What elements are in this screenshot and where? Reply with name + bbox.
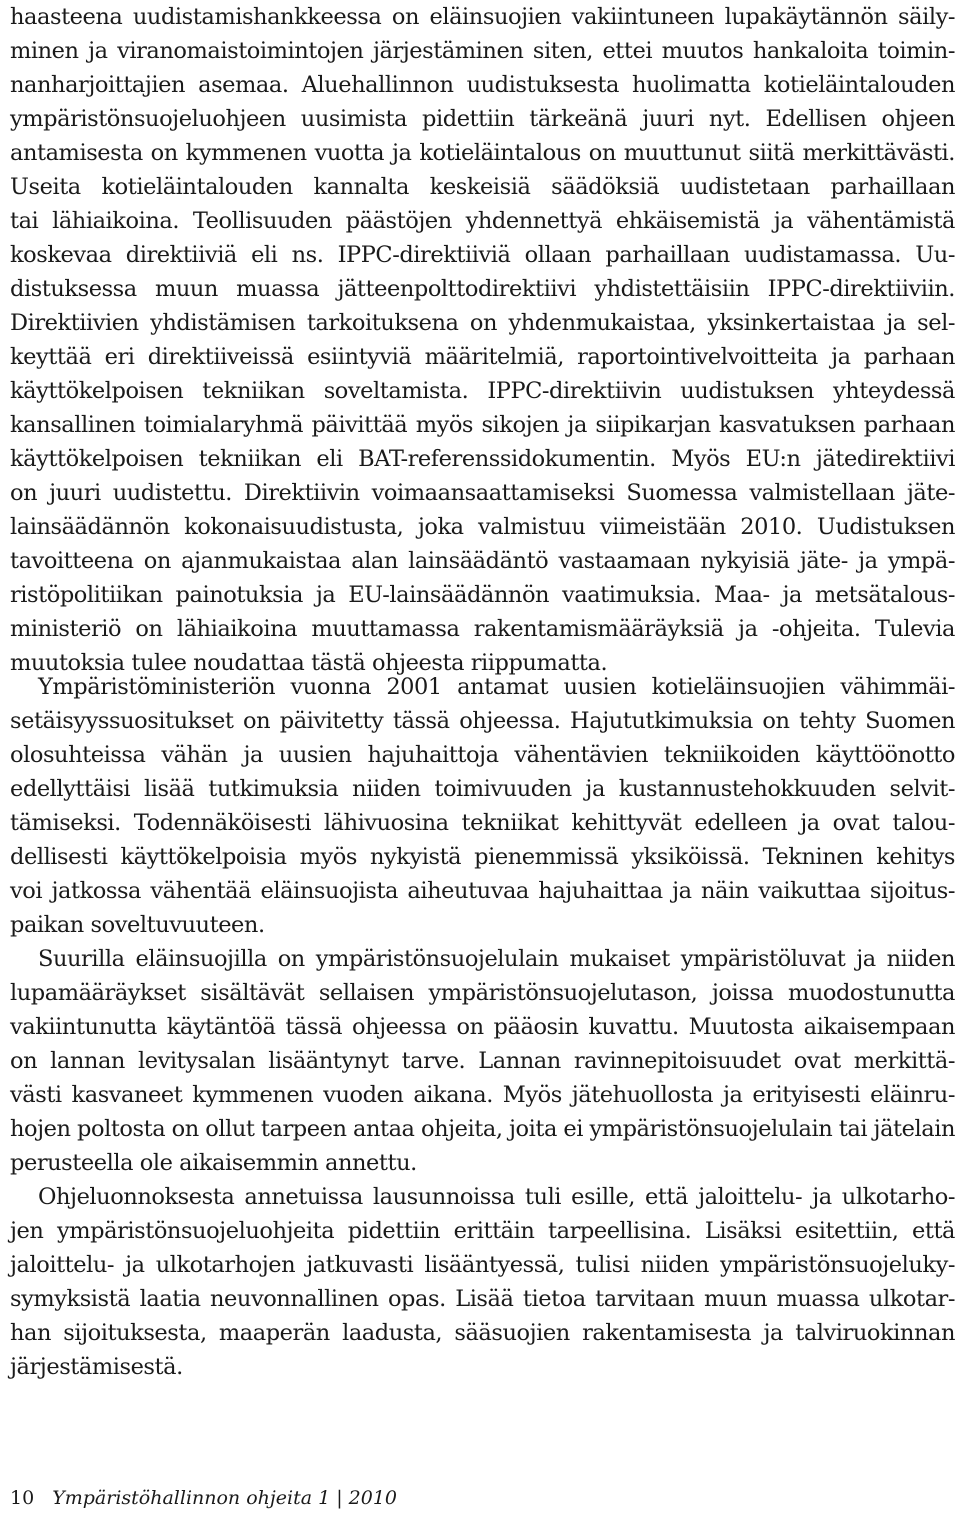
text-line: symyksistä laatia neuvonnallinen opas. Lisää tietoa tarvitaan muun muassa ulkotar- bbox=[10, 1286, 955, 1312]
page-footer bbox=[10, 1483, 397, 1513]
page-number: 10 bbox=[10, 1487, 35, 1509]
text-line: keyttää eri direktiiveissä esiintyviä määritelmiä, raportointivelvoitteita ja parhaan bbox=[10, 344, 955, 370]
text-line: dellisesti käyttökelpoisia myös nykyistä pienemmissä yksiköissä. Tekninen kehitys bbox=[10, 844, 955, 870]
text-line: setäisyyssuositukset on päivitetty tässä ohjeessa. Hajututkimuksia on tehty Suomen bbox=[10, 708, 955, 734]
text-line: käyttökelpoisen tekniikan soveltamista. IPPC-direktiivin uudistuksen yhteydessä bbox=[10, 378, 955, 404]
text-line: Useita kotieläintalouden kannalta keskeisiä säädöksiä uudistetaan parhaillaan bbox=[10, 174, 955, 200]
text-line: han sijoituksesta, maaperän laadusta, sääsuojien rakentamisesta ja talviruokinnan bbox=[10, 1320, 955, 1346]
text-line: edellyttäisi lisää tutkimuksia niiden toimivuuden ja kustannustehokkuuden selvit- bbox=[10, 776, 955, 802]
text-line: olosuhteissa vähän ja uusien hajuhaittoja vähentävien tekniikoiden käyttöönotto bbox=[10, 742, 955, 768]
text-line: järjestämisestä. bbox=[10, 1354, 183, 1380]
text-line: ristöpolitiikan painotuksia ja EU-lainsäädännön vaatimuksia. Maa- ja metsätalous- bbox=[10, 582, 955, 608]
publication-title: Ympäristöhallinnon ohjeita 1 | 2010 bbox=[52, 1487, 398, 1509]
text-line: kansallinen toimialaryhmä päivittää myös sikojen ja siipikarjan kasvatuksen parhaan bbox=[10, 412, 955, 438]
text-line: muutoksia tulee noudattaa tästä ohjeesta riippumatta. bbox=[10, 650, 608, 676]
text-line: antamisesta on kymmenen vuotta ja kotieläintalous on muuttunut siitä merkittävästi. bbox=[10, 140, 955, 166]
text-line: on juuri uudistettu. Direktiivin voimaansaattamiseksi Suomessa valmistellaan jäte- bbox=[10, 480, 955, 506]
text-line: tämiseksi. Todennäköisesti lähivuosina tekniikat kehittyvät edelleen ja ovat talou- bbox=[10, 810, 955, 836]
text-line: haasteena uudistamishankkeessa on eläinsuojien vakiintuneen lupakäytännön säily- bbox=[10, 4, 955, 30]
text-line: paikan soveltuvuuteen. bbox=[10, 912, 265, 938]
text-line: västi kasvaneet kymmenen vuoden aikana. Myös jätehuollosta ja erityisesti eläinru- bbox=[10, 1082, 955, 1108]
text-line: nanharjoittajien asemaa. Aluehallinnon uudistuksesta huolimatta kotieläintalouden bbox=[10, 72, 955, 98]
text-line: tavoitteena on ajanmukaistaa alan lainsäädäntö vastaamaan nykyisiä jäte- ja ympä- bbox=[10, 548, 955, 574]
text-line: minen ja viranomaistoimintojen järjestäminen siten, ettei muutos hankaloita toimin- bbox=[10, 38, 955, 64]
text-line: käyttökelpoisen tekniikan eli BAT-referenssidokumentin. Myös EU:n jätedirektiivi bbox=[10, 446, 955, 472]
text-line: distuksessa muun muassa jätteenpolttodirektiivi yhdistettäisiin IPPC-direktiiviin. bbox=[10, 276, 955, 302]
text-line: lainsäädännön kokonaisuudistusta, joka valmistuu viimeistään 2010. Uudistuksen bbox=[10, 514, 955, 540]
text-line: voi jatkossa vähentää eläinsuojista aiheutuvaa hajuhaittaa ja näin vaikuttaa sijoitus- bbox=[10, 878, 955, 904]
text-line: lupamääräykset sisältävät sellaisen ympäristönsuojelutason, joissa muodostunutta bbox=[10, 980, 955, 1006]
text-line: koskevaa direktiiviä eli ns. IPPC-direktiiviä ollaan parhaillaan uudistamassa. Uu- bbox=[10, 242, 955, 268]
text-line: jaloittelu- ja ulkotarhojen jatkuvasti lisääntyessä, tulisi niiden ympäristönsuojeluky- bbox=[10, 1252, 955, 1278]
text-line: perusteella ole aikaisemmin annettu. bbox=[10, 1150, 417, 1176]
text-line: Ympäristöministeriön vuonna 2001 antamat uusien kotieläinsuojien vähimmäi- bbox=[38, 674, 955, 700]
text-line: Ohjeluonnoksesta annetuissa lausunnoissa tuli esille, että jaloittelu- ja ulkotarho- bbox=[38, 1184, 955, 1210]
text-line: on lannan levitysalan lisääntynyt tarve. Lannan ravinnepitoisuudet ovat merkittä- bbox=[10, 1048, 955, 1074]
text-line: ympäristönsuojeluohjeen uusimista pidettiin tärkeänä juuri nyt. Edellisen ohjeen bbox=[10, 106, 955, 132]
text-line: jen ympäristönsuojeluohjeita pidettiin erittäin tarpeellisina. Lisäksi esitettiin, että bbox=[10, 1218, 955, 1244]
text-line: tai lähiaikoina. Teollisuuden päästöjen yhdennettyä ehkäisemistä ja vähentämistä bbox=[10, 208, 955, 234]
text-line: vakiintunutta käytäntöä tässä ohjeessa on pääosin kuvattu. Muutosta aikaisempaan bbox=[10, 1014, 955, 1040]
text-line: Suurilla eläinsuojilla on ympäristönsuojelulain mukaiset ympäristöluvat ja niiden bbox=[38, 946, 955, 972]
text-line: hojen poltosta on ollut tarpeen antaa ohjeita, joita ei ympäristönsuojelulain tai jätelain bbox=[10, 1116, 955, 1142]
text-line: ministeriö on lähiaikoina muuttamassa rakentamismääräyksiä ja -ohjeita. Tulevia bbox=[10, 616, 955, 642]
text-line: Direktiivien yhdistämisen tarkoituksena on yhdenmukaistaa, yksinkertaistaa ja sel- bbox=[10, 310, 955, 336]
